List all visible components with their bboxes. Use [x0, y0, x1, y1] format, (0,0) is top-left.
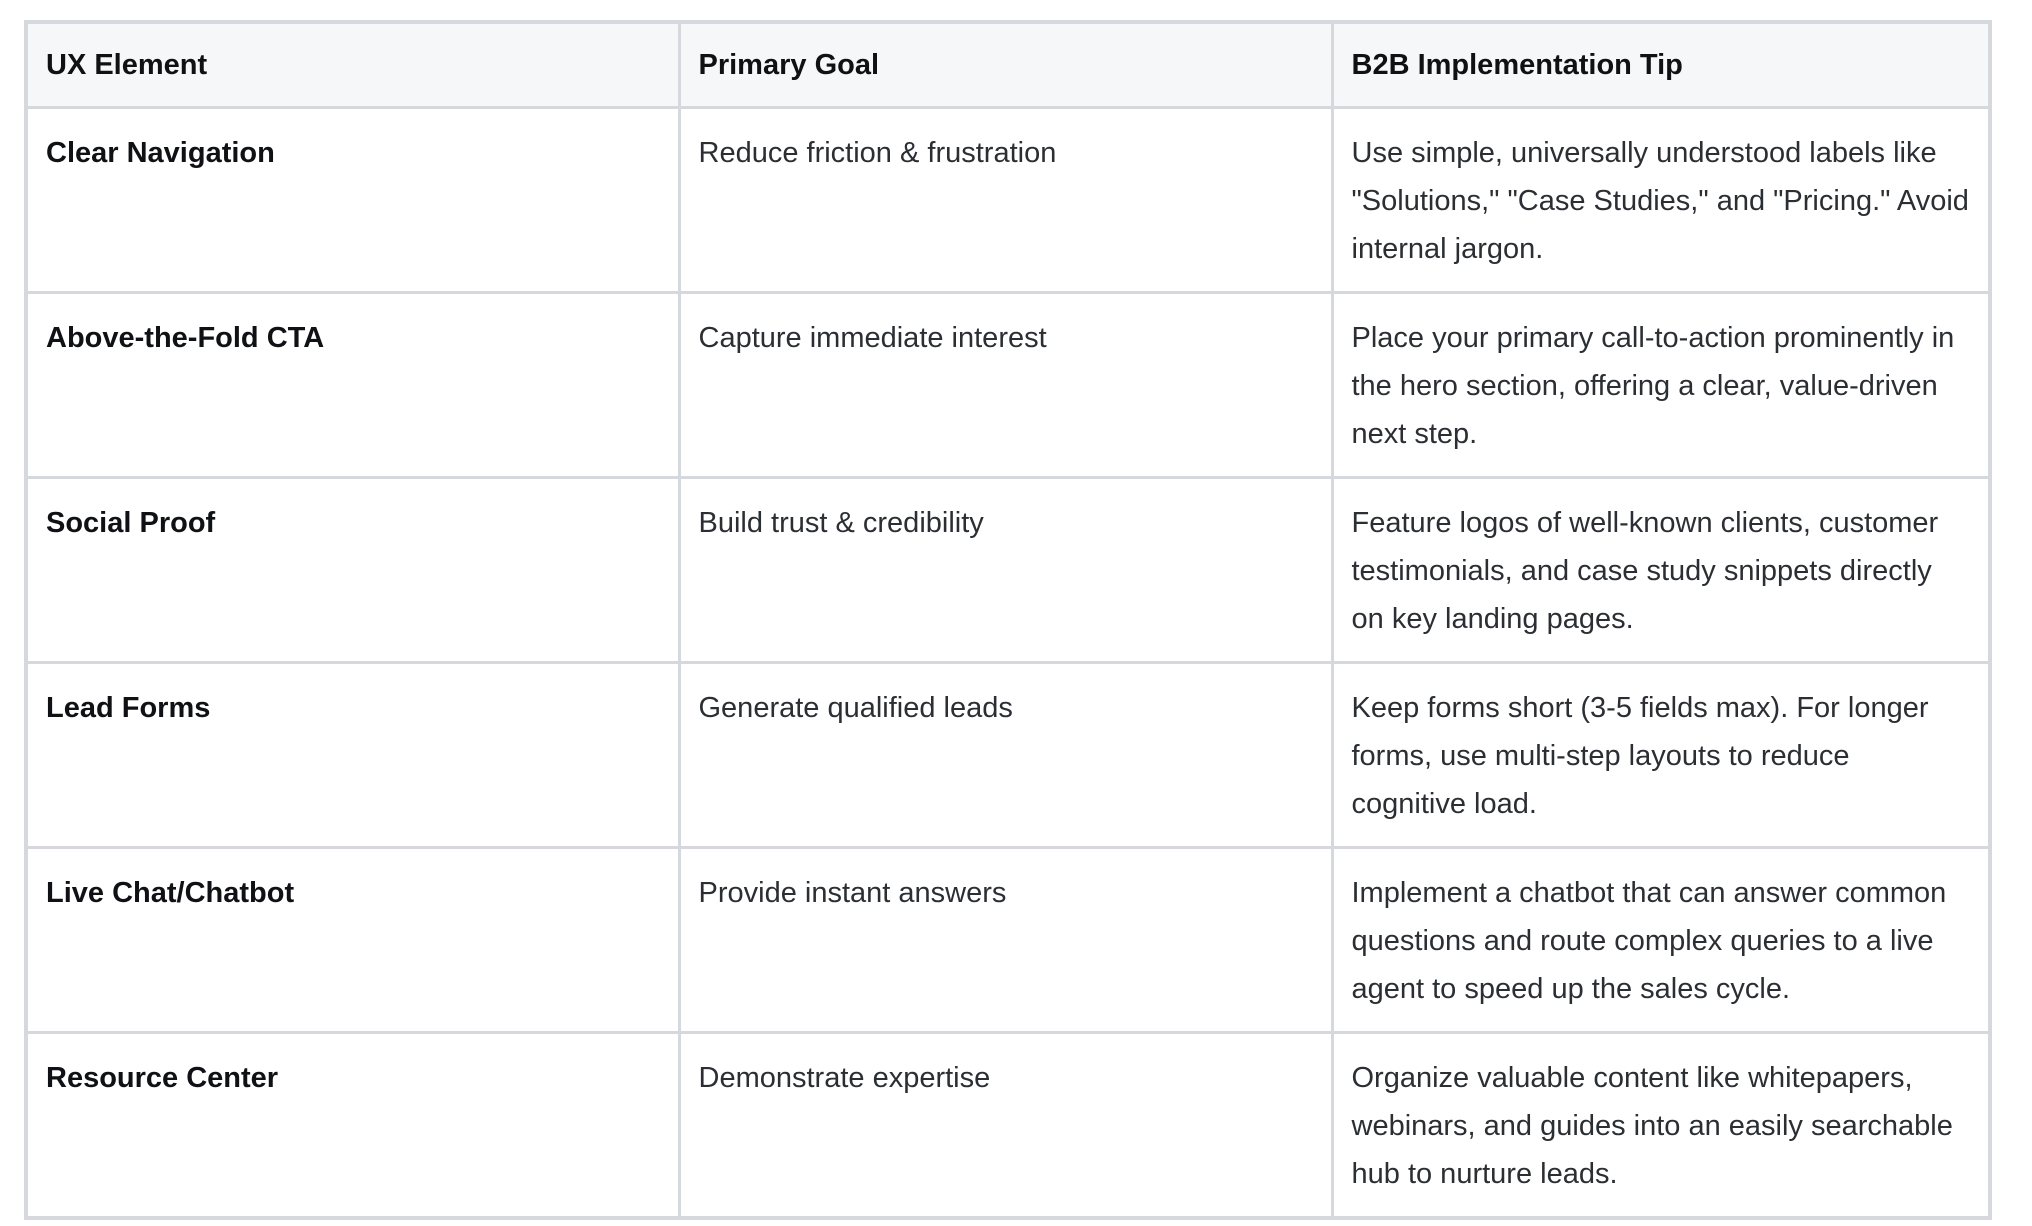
- implementation-tip-cell: Organize valuable content like whitepapers, webinars, and guides into an easily searchable hub to nurture leads.: [1332, 1033, 1990, 1219]
- implementation-tip-cell: Feature logos of well-known clients, customer testimonials, and case study snippets directly on key landing pages.: [1332, 478, 1990, 663]
- ux-element-cell: Social Proof: [26, 478, 679, 663]
- ux-elements-table: [24, 20, 1992, 1220]
- primary-goal-cell: Demonstrate expertise: [679, 1033, 1332, 1219]
- table-row: [26, 478, 1990, 663]
- table-row: [26, 108, 1990, 293]
- ux-element-cell: Lead Forms: [26, 663, 679, 848]
- ux-element-cell: Live Chat/Chatbot: [26, 848, 679, 1033]
- primary-goal-cell: Generate qualified leads: [679, 663, 1332, 848]
- primary-goal-cell: Capture immediate interest: [679, 293, 1332, 478]
- table-body: [26, 108, 1990, 1219]
- table-row: [26, 293, 1990, 478]
- primary-goal-cell: Build trust & credibility: [679, 478, 1332, 663]
- ux-element-cell: Above-the-Fold CTA: [26, 293, 679, 478]
- table-header: [26, 22, 1990, 108]
- table-row: [26, 1033, 1990, 1219]
- implementation-tip-cell: Implement a chatbot that can answer common questions and route complex queries to a live agent to speed up the sales cycle.: [1332, 848, 1990, 1033]
- table-row: [26, 663, 1990, 848]
- primary-goal-cell: Provide instant answers: [679, 848, 1332, 1033]
- implementation-tip-cell: Use simple, universally understood labels like "Solutions," "Case Studies," and "Pricing." Avoid internal jargon.: [1332, 108, 1990, 293]
- header-row: [26, 22, 1990, 108]
- header-primary-goal: Primary Goal: [679, 22, 1332, 108]
- implementation-tip-cell: Place your primary call-to-action prominently in the hero section, offering a clear, value-driven next step.: [1332, 293, 1990, 478]
- table-row: [26, 848, 1990, 1033]
- primary-goal-cell: Reduce friction & frustration: [679, 108, 1332, 293]
- ux-element-cell: Clear Navigation: [26, 108, 679, 293]
- header-ux-element: UX Element: [26, 22, 679, 108]
- implementation-tip-cell: Keep forms short (3-5 fields max). For longer forms, use multi-step layouts to reduce cognitive load.: [1332, 663, 1990, 848]
- header-implementation-tip: B2B Implementation Tip: [1332, 22, 1990, 108]
- ux-element-cell: Resource Center: [26, 1033, 679, 1219]
- table-container: [24, 20, 1988, 1220]
